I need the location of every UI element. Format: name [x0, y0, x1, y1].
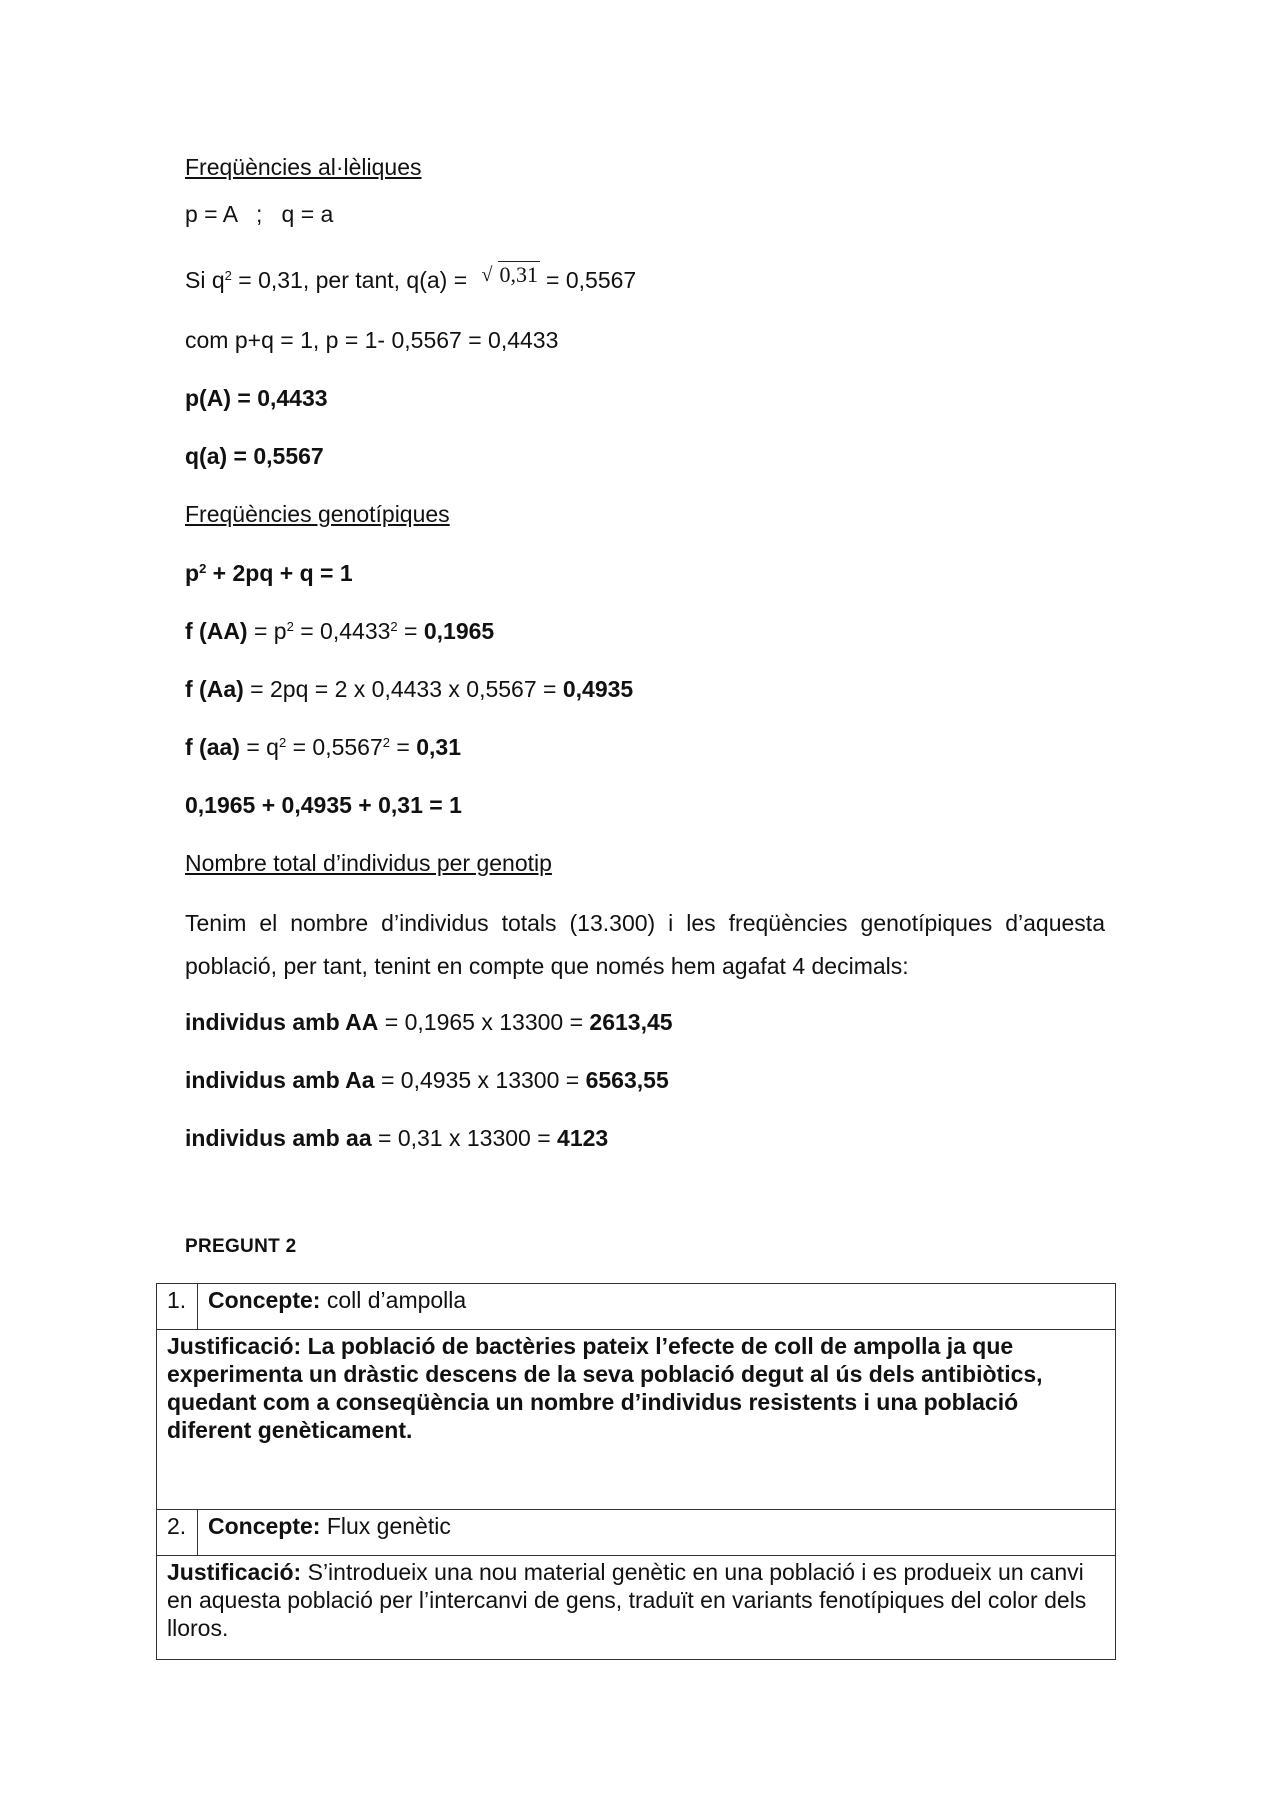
- f-AA-line: f $(AA) = p^2 = 0,4433^2 = 0,1965$: [185, 618, 495, 644]
- individuals-aa-line: individus amb aa = 0,31 x 13300 = 4123: [185, 1125, 609, 1151]
- sum-check-line: 0,1965 + 0,4935 + 0,31 = 1: [185, 792, 462, 818]
- f-Aa-line: f (Aa) = 2pq = 2 x 0,4433 x 0,5567 = 0,4935: [185, 676, 634, 702]
- p-A-value: p(A) = 0,4433: [185, 385, 328, 411]
- q-a-value: q(a) = 0,5567: [185, 443, 324, 469]
- p-plus-q-line: com p+q = 1, p = 1- 0,5567 = 0,4433: [185, 327, 559, 353]
- table-row: [157, 1510, 1116, 1556]
- pq-definition: p = A ; q = a: [185, 201, 334, 227]
- table-row: [157, 1284, 1116, 1330]
- question-2-heading: PREGUNT 2: [185, 1236, 297, 1257]
- row-number: 2.: [157, 1510, 198, 1556]
- concept-cell: Concepte: Flux genètic: [198, 1510, 1116, 1556]
- individuals-Aa-line: individus amb Aa = 0,4935 x 13300 = 6563,55: [185, 1067, 669, 1093]
- row-number: 1.: [157, 1284, 198, 1330]
- heading-allelic-frequencies: Freqüències al·lèliques: [185, 154, 422, 180]
- concept-cell: Concepte: coll d’ampolla: [198, 1284, 1116, 1330]
- justification-cell: Justificació: La població de bactèries pateix l’efecte de coll de ampolla ja que experimenta un dràstic descens de la seva població degut al ús dels antibiòtics, quedant com a conseqüència un nombre d’individus resistents i una població diferent genèticament.: [157, 1330, 1116, 1510]
- intro-paragraph: Tenim el nombre d’individus totals (13.300) i les freqüències genotípiques d’aquesta població, per tant, tenint en compte que només hem agafat 4 decimals:: [185, 910, 1105, 979]
- concepts-table: [156, 1283, 1116, 1660]
- heading-total-individuals: Nombre total d’individus per genotip: [185, 850, 552, 876]
- heading-genotypic-frequencies: Freqüències genotípiques: [185, 501, 450, 527]
- table-row: [157, 1556, 1116, 1660]
- square-root-icon: √ 0,31: [481, 262, 539, 287]
- hardy-weinberg-equation: $p^2 + 2pq + q = 1$: [185, 560, 353, 586]
- justification-cell: Justificació: S’introdueix una nou material genètic en una població i es produeix un canvi en aquesta població per l’intercanvi de gens, traduït en variants fenotípiques del color dels lloros.: [157, 1556, 1116, 1660]
- f-aa-line: f $(aa) = q^2 = 0,5567^2 = 0,31$: [185, 734, 461, 760]
- individuals-AA-line: individus amb AA = 0,1965 x 13300 = 2613,45: [185, 1009, 673, 1035]
- table-row: [157, 1330, 1116, 1510]
- q-squared-line: Si $q^2 = 0,31$, per tant, q(a) = √ 0,31 = 0,5567: [185, 262, 637, 293]
